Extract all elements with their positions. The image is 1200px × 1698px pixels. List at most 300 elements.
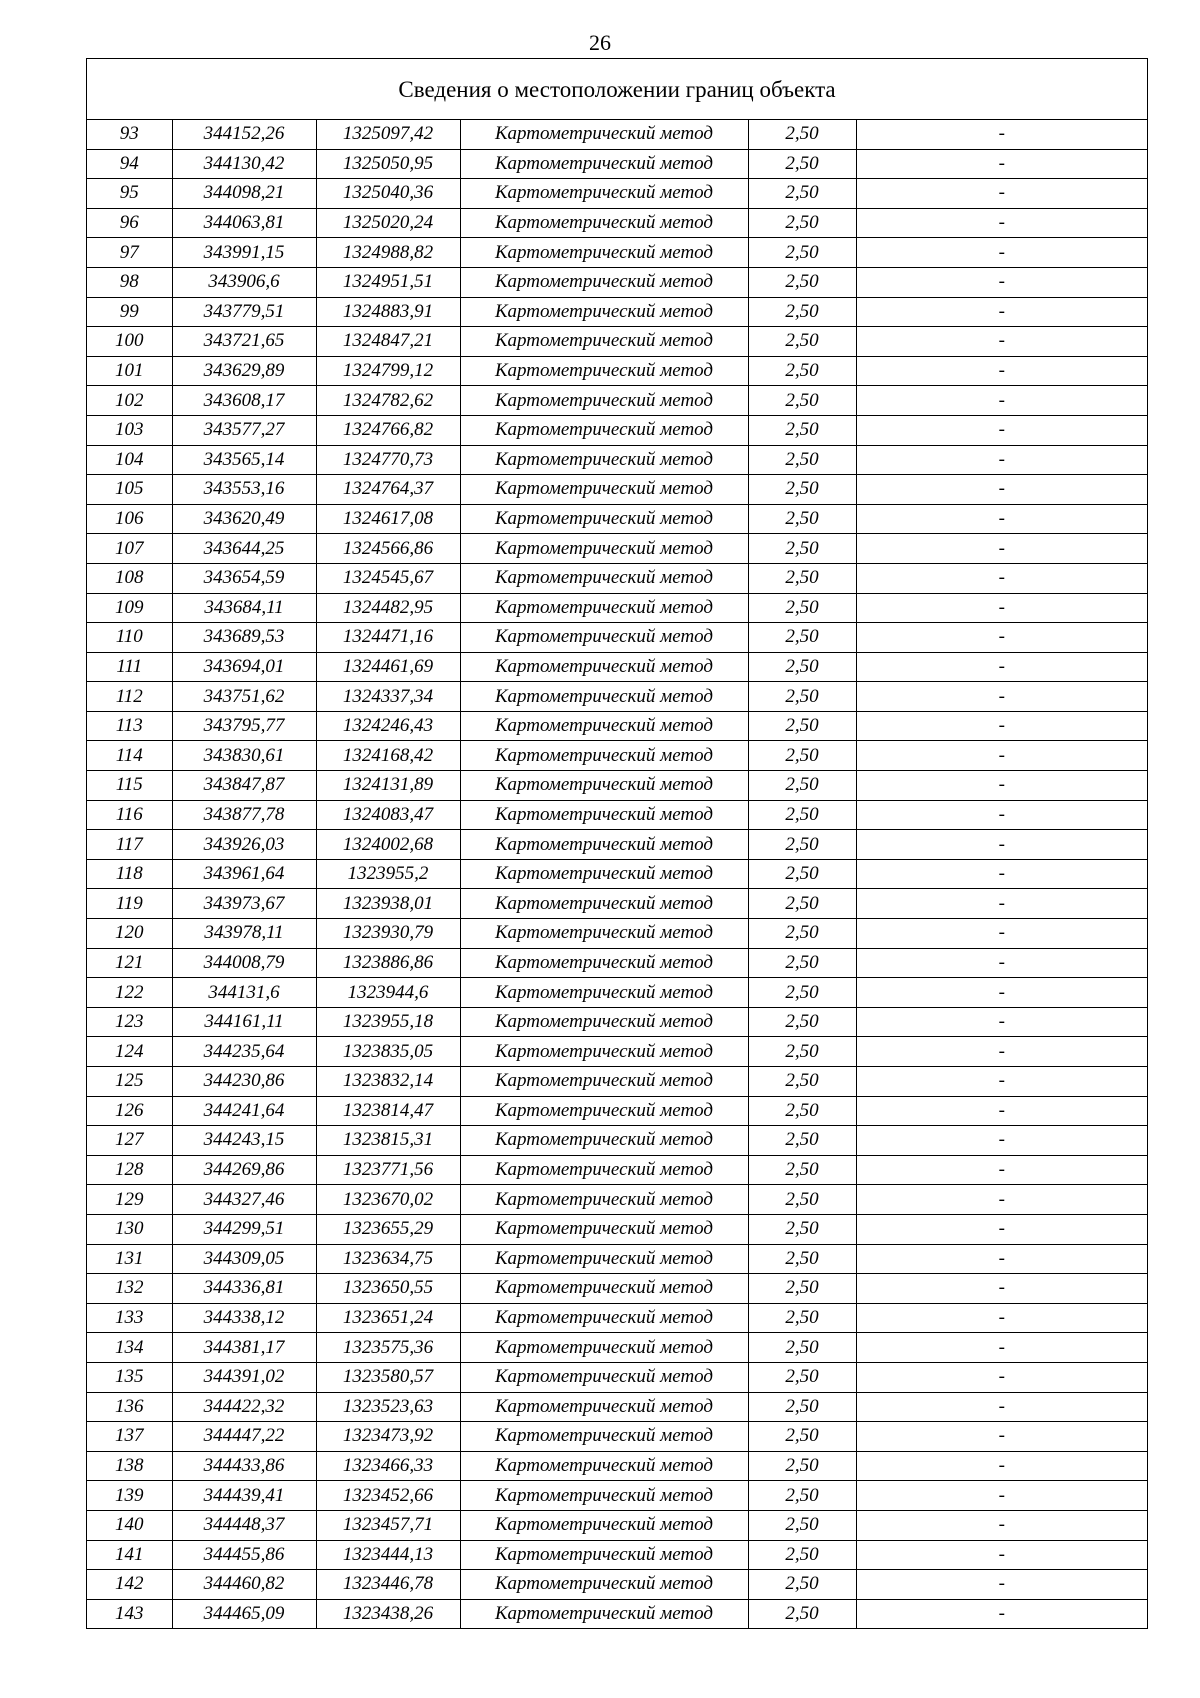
y-coordinate-cell: 1323814,47 bbox=[316, 1096, 460, 1126]
point-number-cell: 105 bbox=[87, 475, 172, 505]
note-cell: - bbox=[856, 120, 1147, 149]
table-row bbox=[87, 978, 1147, 1008]
y-coordinate-cell: 1323473,92 bbox=[316, 1422, 460, 1452]
accuracy-cell: 2,50 bbox=[748, 327, 856, 357]
note-cell: - bbox=[856, 859, 1147, 889]
point-number-cell: 140 bbox=[87, 1510, 172, 1540]
x-coordinate-cell: 343926,03 bbox=[172, 830, 316, 860]
x-coordinate-cell: 344455,86 bbox=[172, 1540, 316, 1570]
accuracy-cell: 2,50 bbox=[748, 1540, 856, 1570]
x-coordinate-cell: 343991,15 bbox=[172, 238, 316, 268]
note-cell: - bbox=[856, 1510, 1147, 1540]
method-cell: Картометрический метод bbox=[460, 238, 748, 268]
note-cell: - bbox=[856, 297, 1147, 327]
point-number-cell: 138 bbox=[87, 1451, 172, 1481]
note-cell: - bbox=[856, 356, 1147, 386]
accuracy-cell: 2,50 bbox=[748, 386, 856, 416]
y-coordinate-cell: 1324131,89 bbox=[316, 771, 460, 801]
point-number-cell: 112 bbox=[87, 682, 172, 712]
accuracy-cell: 2,50 bbox=[748, 149, 856, 179]
point-number-cell: 135 bbox=[87, 1362, 172, 1392]
x-coordinate-cell: 344008,79 bbox=[172, 948, 316, 978]
y-coordinate-cell: 1324337,34 bbox=[316, 682, 460, 712]
method-cell: Картометрический метод bbox=[460, 267, 748, 297]
method-cell: Картометрический метод bbox=[460, 1303, 748, 1333]
point-number-cell: 102 bbox=[87, 386, 172, 416]
method-cell: Картометрический метод bbox=[460, 327, 748, 357]
point-number-cell: 95 bbox=[87, 179, 172, 209]
y-coordinate-cell: 1323955,2 bbox=[316, 859, 460, 889]
y-coordinate-cell: 1323930,79 bbox=[316, 919, 460, 949]
y-coordinate-cell: 1324246,43 bbox=[316, 711, 460, 741]
point-number-cell: 125 bbox=[87, 1067, 172, 1097]
y-coordinate-cell: 1324617,08 bbox=[316, 504, 460, 534]
accuracy-cell: 2,50 bbox=[748, 919, 856, 949]
table-row bbox=[87, 1067, 1147, 1097]
method-cell: Картометрический метод bbox=[460, 356, 748, 386]
table-row bbox=[87, 149, 1147, 179]
x-coordinate-cell: 343565,14 bbox=[172, 445, 316, 475]
page-number: 26 bbox=[589, 30, 611, 55]
method-cell: Картометрический метод bbox=[460, 1214, 748, 1244]
y-coordinate-cell: 1324461,69 bbox=[316, 652, 460, 682]
table-row bbox=[87, 919, 1147, 949]
x-coordinate-cell: 344381,17 bbox=[172, 1333, 316, 1363]
point-number-cell: 101 bbox=[87, 356, 172, 386]
y-coordinate-cell: 1323771,56 bbox=[316, 1155, 460, 1185]
accuracy-cell: 2,50 bbox=[748, 1126, 856, 1156]
x-coordinate-cell: 343847,87 bbox=[172, 771, 316, 801]
method-cell: Картометрический метод bbox=[460, 208, 748, 238]
accuracy-cell: 2,50 bbox=[748, 1422, 856, 1452]
table-row bbox=[87, 475, 1147, 505]
x-coordinate-cell: 344131,6 bbox=[172, 978, 316, 1008]
table-row bbox=[87, 534, 1147, 564]
point-number-cell: 99 bbox=[87, 297, 172, 327]
table-row bbox=[87, 1096, 1147, 1126]
table-row bbox=[87, 1244, 1147, 1274]
y-coordinate-cell: 1324482,95 bbox=[316, 593, 460, 623]
point-number-cell: 111 bbox=[87, 652, 172, 682]
point-number-cell: 108 bbox=[87, 563, 172, 593]
table-row bbox=[87, 652, 1147, 682]
table-row bbox=[87, 356, 1147, 386]
x-coordinate-cell: 344460,82 bbox=[172, 1570, 316, 1600]
x-coordinate-cell: 344439,41 bbox=[172, 1481, 316, 1511]
note-cell: - bbox=[856, 1392, 1147, 1422]
x-coordinate-cell: 344235,64 bbox=[172, 1037, 316, 1067]
accuracy-cell: 2,50 bbox=[748, 623, 856, 653]
point-number-cell: 119 bbox=[87, 889, 172, 919]
accuracy-cell: 2,50 bbox=[748, 1570, 856, 1600]
x-coordinate-cell: 344098,21 bbox=[172, 179, 316, 209]
x-coordinate-cell: 344299,51 bbox=[172, 1214, 316, 1244]
note-cell: - bbox=[856, 741, 1147, 771]
accuracy-cell: 2,50 bbox=[748, 741, 856, 771]
y-coordinate-cell: 1324799,12 bbox=[316, 356, 460, 386]
table-row bbox=[87, 800, 1147, 830]
x-coordinate-cell: 344243,15 bbox=[172, 1126, 316, 1156]
accuracy-cell: 2,50 bbox=[748, 1244, 856, 1274]
x-coordinate-cell: 344447,22 bbox=[172, 1422, 316, 1452]
x-coordinate-cell: 343694,01 bbox=[172, 652, 316, 682]
x-coordinate-cell: 344152,26 bbox=[172, 120, 316, 149]
note-cell: - bbox=[856, 889, 1147, 919]
x-coordinate-cell: 344241,64 bbox=[172, 1096, 316, 1126]
note-cell: - bbox=[856, 623, 1147, 653]
point-number-cell: 104 bbox=[87, 445, 172, 475]
point-number-cell: 114 bbox=[87, 741, 172, 771]
table-row bbox=[87, 179, 1147, 209]
x-coordinate-cell: 344336,81 bbox=[172, 1274, 316, 1304]
accuracy-cell: 2,50 bbox=[748, 1510, 856, 1540]
table-row bbox=[87, 415, 1147, 445]
table-title: Сведения о местоположении границ объекта bbox=[87, 59, 1147, 120]
accuracy-cell: 2,50 bbox=[748, 1214, 856, 1244]
accuracy-cell: 2,50 bbox=[748, 889, 856, 919]
x-coordinate-cell: 344063,81 bbox=[172, 208, 316, 238]
table-row bbox=[87, 711, 1147, 741]
table-row bbox=[87, 1570, 1147, 1600]
x-coordinate-cell: 344269,86 bbox=[172, 1155, 316, 1185]
x-coordinate-cell: 343795,77 bbox=[172, 711, 316, 741]
table-row bbox=[87, 741, 1147, 771]
x-coordinate-cell: 343684,11 bbox=[172, 593, 316, 623]
note-cell: - bbox=[856, 978, 1147, 1008]
y-coordinate-cell: 1323835,05 bbox=[316, 1037, 460, 1067]
note-cell: - bbox=[856, 593, 1147, 623]
accuracy-cell: 2,50 bbox=[748, 445, 856, 475]
y-coordinate-cell: 1323634,75 bbox=[316, 1244, 460, 1274]
table-row bbox=[87, 1481, 1147, 1511]
point-number-cell: 129 bbox=[87, 1185, 172, 1215]
accuracy-cell: 2,50 bbox=[748, 1362, 856, 1392]
point-number-cell: 127 bbox=[87, 1126, 172, 1156]
method-cell: Картометрический метод bbox=[460, 1096, 748, 1126]
y-coordinate-cell: 1324770,73 bbox=[316, 445, 460, 475]
x-coordinate-cell: 344130,42 bbox=[172, 149, 316, 179]
note-cell: - bbox=[856, 771, 1147, 801]
method-cell: Картометрический метод bbox=[460, 563, 748, 593]
note-cell: - bbox=[856, 682, 1147, 712]
y-coordinate-cell: 1323446,78 bbox=[316, 1570, 460, 1600]
y-coordinate-cell: 1323815,31 bbox=[316, 1126, 460, 1156]
table-row bbox=[87, 1037, 1147, 1067]
method-cell: Картометрический метод bbox=[460, 682, 748, 712]
point-number-cell: 141 bbox=[87, 1540, 172, 1570]
accuracy-cell: 2,50 bbox=[748, 563, 856, 593]
note-cell: - bbox=[856, 1155, 1147, 1185]
note-cell: - bbox=[856, 504, 1147, 534]
method-cell: Картометрический метод bbox=[460, 120, 748, 149]
accuracy-cell: 2,50 bbox=[748, 179, 856, 209]
y-coordinate-cell: 1323886,86 bbox=[316, 948, 460, 978]
point-number-cell: 122 bbox=[87, 978, 172, 1008]
point-number-cell: 100 bbox=[87, 327, 172, 357]
y-coordinate-cell: 1323944,6 bbox=[316, 978, 460, 1008]
y-coordinate-cell: 1323523,63 bbox=[316, 1392, 460, 1422]
y-coordinate-cell: 1324766,82 bbox=[316, 415, 460, 445]
method-cell: Картометрический метод bbox=[460, 1540, 748, 1570]
table-row bbox=[87, 1392, 1147, 1422]
table-row bbox=[87, 1274, 1147, 1304]
y-coordinate-cell: 1325050,95 bbox=[316, 149, 460, 179]
note-cell: - bbox=[856, 1303, 1147, 1333]
coordinates-table-body bbox=[87, 120, 1147, 1628]
point-number-cell: 118 bbox=[87, 859, 172, 889]
x-coordinate-cell: 344448,37 bbox=[172, 1510, 316, 1540]
point-number-cell: 103 bbox=[87, 415, 172, 445]
table-row bbox=[87, 1185, 1147, 1215]
y-coordinate-cell: 1324471,16 bbox=[316, 623, 460, 653]
point-number-cell: 110 bbox=[87, 623, 172, 653]
x-coordinate-cell: 344327,46 bbox=[172, 1185, 316, 1215]
y-coordinate-cell: 1323438,26 bbox=[316, 1599, 460, 1628]
table-row bbox=[87, 1510, 1147, 1540]
x-coordinate-cell: 343973,67 bbox=[172, 889, 316, 919]
table-row bbox=[87, 889, 1147, 919]
note-cell: - bbox=[856, 149, 1147, 179]
y-coordinate-cell: 1324566,86 bbox=[316, 534, 460, 564]
point-number-cell: 131 bbox=[87, 1244, 172, 1274]
point-number-cell: 120 bbox=[87, 919, 172, 949]
table-row bbox=[87, 1451, 1147, 1481]
x-coordinate-cell: 343877,78 bbox=[172, 800, 316, 830]
accuracy-cell: 2,50 bbox=[748, 1303, 856, 1333]
boundary-table bbox=[86, 58, 1148, 1629]
accuracy-cell: 2,50 bbox=[748, 415, 856, 445]
accuracy-cell: 2,50 bbox=[748, 1007, 856, 1037]
x-coordinate-cell: 344465,09 bbox=[172, 1599, 316, 1628]
x-coordinate-cell: 343906,6 bbox=[172, 267, 316, 297]
method-cell: Картометрический метод bbox=[460, 593, 748, 623]
point-number-cell: 143 bbox=[87, 1599, 172, 1628]
y-coordinate-cell: 1324847,21 bbox=[316, 327, 460, 357]
y-coordinate-cell: 1323651,24 bbox=[316, 1303, 460, 1333]
method-cell: Картометрический метод bbox=[460, 1155, 748, 1185]
x-coordinate-cell: 343689,53 bbox=[172, 623, 316, 653]
note-cell: - bbox=[856, 1333, 1147, 1363]
accuracy-cell: 2,50 bbox=[748, 1451, 856, 1481]
point-number-cell: 121 bbox=[87, 948, 172, 978]
point-number-cell: 109 bbox=[87, 593, 172, 623]
point-number-cell: 124 bbox=[87, 1037, 172, 1067]
method-cell: Картометрический метод bbox=[460, 859, 748, 889]
accuracy-cell: 2,50 bbox=[748, 800, 856, 830]
table-row bbox=[87, 1214, 1147, 1244]
note-cell: - bbox=[856, 1570, 1147, 1600]
method-cell: Картометрический метод bbox=[460, 623, 748, 653]
method-cell: Картометрический метод bbox=[460, 741, 748, 771]
note-cell: - bbox=[856, 415, 1147, 445]
x-coordinate-cell: 344433,86 bbox=[172, 1451, 316, 1481]
x-coordinate-cell: 343644,25 bbox=[172, 534, 316, 564]
y-coordinate-cell: 1323670,02 bbox=[316, 1185, 460, 1215]
x-coordinate-cell: 343553,16 bbox=[172, 475, 316, 505]
accuracy-cell: 2,50 bbox=[748, 1067, 856, 1097]
note-cell: - bbox=[856, 1422, 1147, 1452]
note-cell: - bbox=[856, 208, 1147, 238]
table-row bbox=[87, 386, 1147, 416]
note-cell: - bbox=[856, 1274, 1147, 1304]
note-cell: - bbox=[856, 1244, 1147, 1274]
method-cell: Картометрический метод bbox=[460, 297, 748, 327]
method-cell: Картометрический метод bbox=[460, 504, 748, 534]
y-coordinate-cell: 1324951,51 bbox=[316, 267, 460, 297]
accuracy-cell: 2,50 bbox=[748, 830, 856, 860]
y-coordinate-cell: 1323650,55 bbox=[316, 1274, 460, 1304]
table-row bbox=[87, 593, 1147, 623]
method-cell: Картометрический метод bbox=[460, 1274, 748, 1304]
note-cell: - bbox=[856, 534, 1147, 564]
y-coordinate-cell: 1323457,71 bbox=[316, 1510, 460, 1540]
point-number-cell: 123 bbox=[87, 1007, 172, 1037]
accuracy-cell: 2,50 bbox=[748, 356, 856, 386]
note-cell: - bbox=[856, 386, 1147, 416]
accuracy-cell: 2,50 bbox=[748, 1096, 856, 1126]
accuracy-cell: 2,50 bbox=[748, 208, 856, 238]
y-coordinate-cell: 1323452,66 bbox=[316, 1481, 460, 1511]
x-coordinate-cell: 343629,89 bbox=[172, 356, 316, 386]
method-cell: Картометрический метод bbox=[460, 149, 748, 179]
y-coordinate-cell: 1324083,47 bbox=[316, 800, 460, 830]
table-row bbox=[87, 1540, 1147, 1570]
note-cell: - bbox=[856, 238, 1147, 268]
table-row bbox=[87, 623, 1147, 653]
accuracy-cell: 2,50 bbox=[748, 978, 856, 1008]
accuracy-cell: 2,50 bbox=[748, 593, 856, 623]
x-coordinate-cell: 344338,12 bbox=[172, 1303, 316, 1333]
accuracy-cell: 2,50 bbox=[748, 238, 856, 268]
table-row bbox=[87, 1007, 1147, 1037]
note-cell: - bbox=[856, 267, 1147, 297]
method-cell: Картометрический метод bbox=[460, 1067, 748, 1097]
y-coordinate-cell: 1323466,33 bbox=[316, 1451, 460, 1481]
note-cell: - bbox=[856, 563, 1147, 593]
accuracy-cell: 2,50 bbox=[748, 1155, 856, 1185]
y-coordinate-cell: 1324782,62 bbox=[316, 386, 460, 416]
table-row bbox=[87, 1599, 1147, 1628]
note-cell: - bbox=[856, 475, 1147, 505]
note-cell: - bbox=[856, 830, 1147, 860]
x-coordinate-cell: 344391,02 bbox=[172, 1362, 316, 1392]
x-coordinate-cell: 343608,17 bbox=[172, 386, 316, 416]
note-cell: - bbox=[856, 1540, 1147, 1570]
note-cell: - bbox=[856, 800, 1147, 830]
point-number-cell: 94 bbox=[87, 149, 172, 179]
point-number-cell: 98 bbox=[87, 267, 172, 297]
x-coordinate-cell: 343654,59 bbox=[172, 563, 316, 593]
method-cell: Картометрический метод bbox=[460, 771, 748, 801]
method-cell: Картометрический метод bbox=[460, 711, 748, 741]
accuracy-cell: 2,50 bbox=[748, 534, 856, 564]
x-coordinate-cell: 343577,27 bbox=[172, 415, 316, 445]
y-coordinate-cell: 1324545,67 bbox=[316, 563, 460, 593]
table-row bbox=[87, 445, 1147, 475]
method-cell: Картометрический метод bbox=[460, 1126, 748, 1156]
point-number-cell: 130 bbox=[87, 1214, 172, 1244]
table-row bbox=[87, 1333, 1147, 1363]
x-coordinate-cell: 343978,11 bbox=[172, 919, 316, 949]
point-number-cell: 136 bbox=[87, 1392, 172, 1422]
note-cell: - bbox=[856, 1067, 1147, 1097]
accuracy-cell: 2,50 bbox=[748, 1599, 856, 1628]
point-number-cell: 115 bbox=[87, 771, 172, 801]
accuracy-cell: 2,50 bbox=[748, 1481, 856, 1511]
note-cell: - bbox=[856, 1096, 1147, 1126]
table-row bbox=[87, 297, 1147, 327]
point-number-cell: 137 bbox=[87, 1422, 172, 1452]
point-number-cell: 132 bbox=[87, 1274, 172, 1304]
note-cell: - bbox=[998, 1602, 1005, 1624]
x-coordinate-cell: 344161,11 bbox=[172, 1007, 316, 1037]
x-coordinate-cell: 344230,86 bbox=[172, 1067, 316, 1097]
method-cell: Картометрический метод bbox=[460, 475, 748, 505]
point-number-cell: 97 bbox=[87, 238, 172, 268]
accuracy-cell: 2,50 bbox=[748, 771, 856, 801]
point-number-cell: 133 bbox=[87, 1303, 172, 1333]
point-number-cell: 93 bbox=[87, 120, 172, 149]
table-row bbox=[87, 1155, 1147, 1185]
coordinates-table bbox=[87, 120, 1147, 1628]
point-number-cell: 139 bbox=[87, 1481, 172, 1511]
method-cell: Картометрический метод bbox=[460, 919, 748, 949]
y-coordinate-cell: 1324883,91 bbox=[316, 297, 460, 327]
table-row bbox=[87, 1303, 1147, 1333]
note-cell: - bbox=[856, 1481, 1147, 1511]
method-cell: Картометрический метод bbox=[460, 445, 748, 475]
note-cell: - bbox=[856, 711, 1147, 741]
table-row bbox=[87, 563, 1147, 593]
method-cell: Картометрический метод bbox=[460, 1392, 748, 1422]
table-row bbox=[87, 208, 1147, 238]
table-row bbox=[87, 327, 1147, 357]
method-cell: Картометрический метод bbox=[460, 652, 748, 682]
x-coordinate-cell: 343751,62 bbox=[172, 682, 316, 712]
note-cell: - bbox=[856, 1037, 1147, 1067]
point-number-cell: 106 bbox=[87, 504, 172, 534]
y-coordinate-cell: 1323575,36 bbox=[316, 1333, 460, 1363]
method-cell: Картометрический метод bbox=[460, 1244, 748, 1274]
method-cell: Картометрический метод bbox=[460, 1037, 748, 1067]
point-number-cell: 117 bbox=[87, 830, 172, 860]
note-cell: - bbox=[856, 1451, 1147, 1481]
table-row bbox=[87, 859, 1147, 889]
table-row bbox=[87, 682, 1147, 712]
table-row bbox=[87, 504, 1147, 534]
table-row bbox=[87, 948, 1147, 978]
point-number-cell: 134 bbox=[87, 1333, 172, 1363]
method-cell: Картометрический метод bbox=[460, 1362, 748, 1392]
method-cell: Картометрический метод bbox=[460, 1599, 748, 1628]
method-cell: Картометрический метод bbox=[460, 830, 748, 860]
point-number-cell: 142 bbox=[87, 1570, 172, 1600]
note-cell: - bbox=[856, 652, 1147, 682]
point-number-cell: 126 bbox=[87, 1096, 172, 1126]
accuracy-cell: 2,50 bbox=[748, 120, 856, 149]
y-coordinate-cell: 1323938,01 bbox=[316, 889, 460, 919]
method-cell: Картометрический метод bbox=[460, 800, 748, 830]
x-coordinate-cell: 343830,61 bbox=[172, 741, 316, 771]
accuracy-cell: 2,50 bbox=[748, 859, 856, 889]
table-row bbox=[87, 120, 1147, 149]
accuracy-cell: 2,50 bbox=[748, 1333, 856, 1363]
note-cell: - bbox=[856, 948, 1147, 978]
y-coordinate-cell: 1323832,14 bbox=[316, 1067, 460, 1097]
method-cell: Картометрический метод bbox=[460, 1481, 748, 1511]
x-coordinate-cell: 343779,51 bbox=[172, 297, 316, 327]
point-number-cell: 107 bbox=[87, 534, 172, 564]
